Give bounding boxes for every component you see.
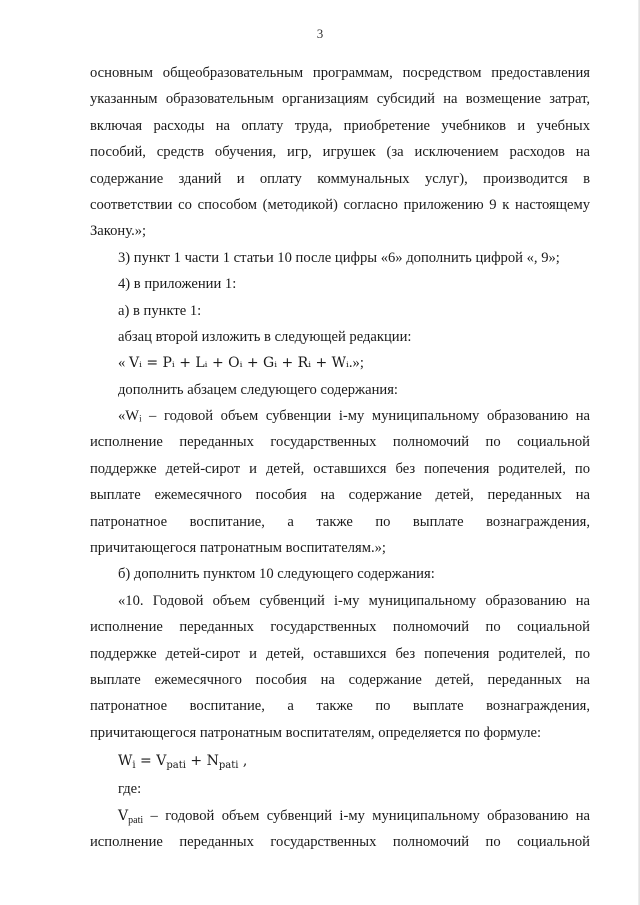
- formula-suffix: ,: [238, 753, 248, 770]
- formula-expression: Vᵢ = Pᵢ + Lᵢ + Oᵢ + Gᵢ + Rᵢ + Wᵢ: [128, 355, 349, 372]
- text-line: б) дополнить пунктом 10 следующего содержания:: [118, 566, 435, 583]
- text-line: «10. Годовой объем субвенций i-му муниципальному образованию на: [118, 592, 590, 609]
- formula-w-sub: i: [132, 760, 136, 772]
- vpati-symbol: V: [118, 807, 129, 824]
- text-line: выплате ежемесячного пособия на содержание детей, переданных на: [90, 487, 590, 504]
- vpati-sub: pati: [128, 814, 144, 826]
- text-line: причитающегося патронатным воспитателям, определяется по формуле:: [90, 724, 542, 741]
- text-line: исполнение переданных государственных полномочий по социальной: [90, 619, 590, 636]
- text-line-vpati: [90, 803, 590, 829]
- text-line: дополнить абзацем следующего содержания:: [118, 381, 398, 398]
- formula-plus: +: [185, 753, 207, 770]
- text-line: исполнение переданных государственных полномочий по социальной: [90, 833, 590, 850]
- formula-prefix: «: [118, 355, 129, 372]
- text-line: выплате ежемесячного пособия на содержание детей, переданных на: [90, 671, 590, 688]
- formula-n-sub: pati: [218, 760, 239, 772]
- document-body: [90, 60, 590, 855]
- text-line: 4) в приложении 1:: [118, 276, 237, 293]
- text-line: 3) пункт 1 части 1 статьи 10 после цифры «6» дополнить цифрой «, 9»;: [118, 249, 560, 266]
- text-line: причитающегося патронатным воспитателям.»;: [90, 540, 386, 557]
- page-number: 3: [316, 26, 324, 41]
- formula-vi: [90, 350, 590, 376]
- text-line: а) в пункте 1:: [118, 302, 202, 319]
- formula-eq: =: [135, 753, 157, 770]
- text-line: основным общеобразовательным программам, посредством предоставления: [90, 65, 590, 81]
- text-line: «Wᵢ – годовой объем субвенции i-му муниципальному образованию на: [118, 408, 590, 425]
- formula-v: V: [156, 753, 167, 770]
- text-line: пособий, средств обучения, игр, игрушек (за исключением расходов на: [90, 144, 590, 161]
- formula-suffix: .»;: [348, 355, 364, 372]
- text-line: соответствии со способом (методикой) согласно приложению 9 к настоящему: [90, 196, 590, 213]
- text-line: включая расходы на оплату труда, приобретение учебников и учебных: [90, 117, 590, 134]
- text-line: поддержке детей-сирот и детей, оставшихся без попечения родителей, по: [90, 460, 590, 477]
- vpati-text: – годовой объем субвенций i-му муниципальному образованию на: [143, 807, 590, 824]
- text-line: содержание зданий и оплату коммунальных услуг), производится в: [90, 170, 590, 187]
- text-line: Закону.»;: [90, 223, 147, 240]
- formula-wi: [90, 746, 590, 776]
- formula-v-sub: pati: [166, 760, 186, 772]
- formula-w: W: [118, 753, 133, 770]
- formula-n: N: [206, 753, 219, 770]
- text-line: указанным образовательным организациям субсидий на возмещение затрат,: [90, 91, 590, 108]
- text-line: патронатное воспитание, а также по выплате вознаграждения,: [90, 513, 590, 530]
- text-line: исполнение переданных государственных полномочий по социальной: [90, 434, 590, 451]
- text-line: поддержке детей-сирот и детей, оставшихся без попечения родителей, по: [90, 645, 590, 662]
- text-line: абзац второй изложить в следующей редакции:: [118, 328, 412, 345]
- text-line: патронатное воспитание, а также по выплате вознаграждения,: [90, 698, 590, 715]
- text-line: где:: [118, 781, 142, 798]
